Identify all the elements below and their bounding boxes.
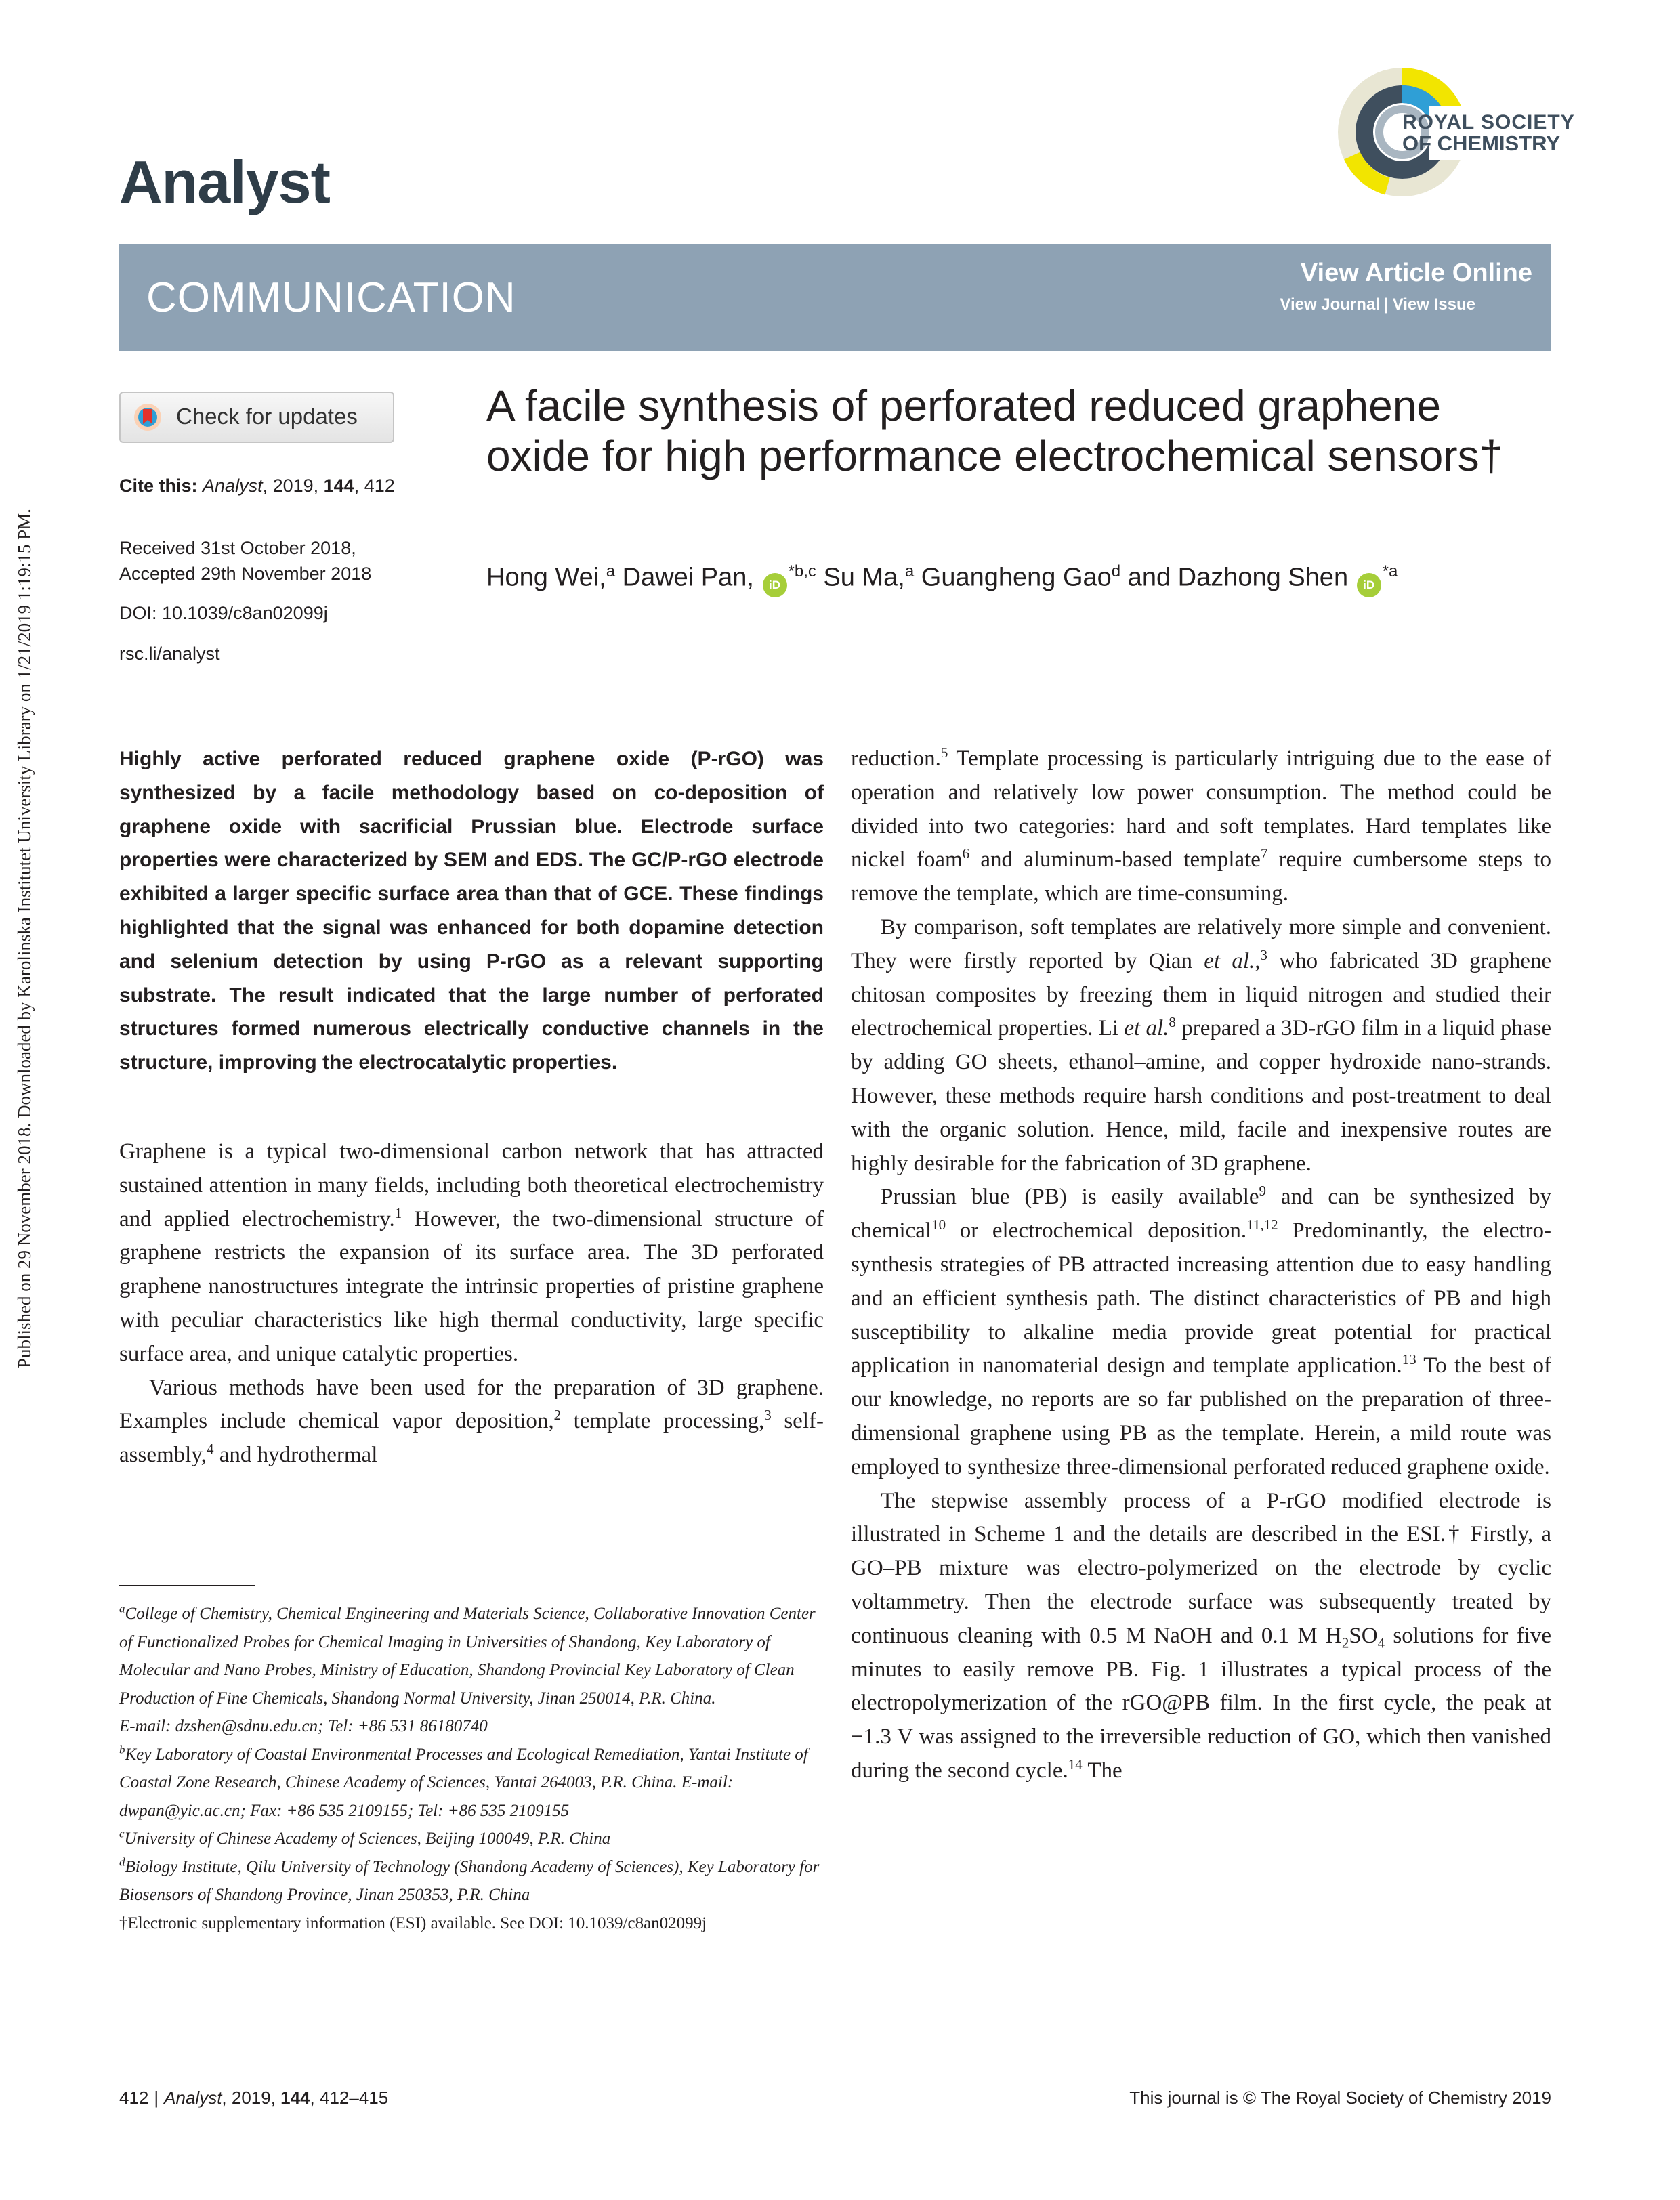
page-footer-citation [119, 2088, 388, 2109]
footnote-mark: d [119, 1855, 125, 1869]
body-text: Template processing is particularly intriguing due to the ease of operation and relatively low power consumption. The method could be divided into two categories: hard and soft templates. Hard templates like nickel foam [851, 746, 1551, 872]
body-text: However, the two-dimensional structure of graphene restricts the expansion of its surface area. The 3D perforated graphene nanostructures integrate the intrinsic properties of pristine graphene with peculiar characteristics like high thermal conductivity, large specific surface area, and unique catalytic properties. [119, 1206, 824, 1366]
view-journal-link[interactable]: View Journal [1280, 295, 1380, 314]
reference-link[interactable]: 1 [394, 1204, 402, 1221]
reference-link[interactable]: 4 [206, 1441, 214, 1458]
rsc-logo-line2: OF CHEMISTRY [1402, 131, 1561, 155]
body-text: prepared a 3D-rGO film in a liquid phase by adding GO sheets, ethanol–amine, and copper hydroxide nano-strands. However, these methods require harsh conditions and post-treatment to deal with the organic solution. Hence, mild, facile and inexpensive routes are highly desirable for the fabrication of 3D graphene. [851, 1016, 1551, 1176]
publication-stamp: Published on 29 November 2018. Downloaded by Karolinska Institutet University Library on 1/21/2019 1:19:15 PM. [14, 509, 35, 1368]
cite-volume: 144 [323, 475, 354, 496]
link-separator: | [1383, 295, 1389, 314]
copyright-notice: This journal is © The Royal Society of Chemistry 2019 [1129, 2088, 1551, 2108]
body-text: self-assembly, [119, 1409, 824, 1468]
footnote-a-email[interactable]: E-mail: dzshen@sdnu.edu.cn; Tel: +86 531 86180740 [119, 1717, 488, 1735]
footnote-b [119, 1741, 824, 1825]
affiliation-mark: a [904, 562, 915, 580]
body-text: , [1255, 948, 1261, 973]
body-text: Prussian blue (PB) is easily available [881, 1185, 1259, 1210]
et-al: et al. [1124, 1016, 1169, 1041]
body-paragraph [851, 1485, 1551, 1788]
section-banner [119, 244, 1551, 351]
body-text: and can be synthesized by chemical [851, 1185, 1551, 1244]
body-text: Various methods have been used for the preparation of 3D graphene. Examples include chemical vapor deposition, [119, 1375, 824, 1434]
affiliation-mark: d [1111, 562, 1121, 580]
affiliation-mark: *a [1382, 562, 1398, 580]
author-name[interactable]: Guangheng Gao [921, 563, 1112, 592]
orcid-icon[interactable]: iD [763, 573, 787, 597]
author-name[interactable]: Su Ma, [823, 563, 905, 592]
footnote-c [119, 1825, 824, 1853]
cite-journal: Analyst [203, 475, 263, 496]
esi-footnote[interactable]: †Electronic supplementary information (ESI) available. See DOI: 10.1039/c8an02099j [119, 1913, 707, 1932]
affiliation-mark: a [606, 562, 616, 580]
reference-link[interactable]: 5 [940, 744, 948, 761]
body-text: and aluminum-based template [969, 847, 1261, 872]
body-text: Graphene is a typical two-dimensional carbon network that has attracted sustained attention in many fields, including both theoretical electrochemistry and applied electrochemistry. [119, 1139, 824, 1231]
page-number: 412 [119, 2088, 149, 2108]
accepted-date: Accepted 29th November 2018 [119, 564, 372, 584]
footnote-mark: b [119, 1743, 125, 1756]
body-paragraph [119, 1372, 824, 1473]
body-paragraph [851, 911, 1551, 1181]
body-paragraph [851, 1181, 1551, 1484]
footer-pages: , 412–415 [310, 2088, 389, 2108]
footnote-text: University of Chinese Academy of Sciences, Beijing 100049, P.R. China [124, 1829, 611, 1848]
body-text: or electrochemical deposition. [946, 1219, 1247, 1244]
body-text: and hydrothermal [213, 1443, 378, 1468]
footnote-d [119, 1853, 824, 1909]
body-text: To the best of our knowledge, no reports are so far published on the preparation of three-dimensional graphene using PB as the template. Herein, a mild route was employed to synthesize three-dimensional perforated reduced graphene oxide. [851, 1353, 1551, 1479]
subscript: 2 [1341, 1634, 1349, 1651]
et-al: et al. [1204, 948, 1255, 973]
subscript: 4 [1377, 1634, 1385, 1651]
author-name[interactable]: Hong Wei, [486, 563, 606, 592]
reference-link[interactable]: 6 [962, 845, 970, 862]
footnote-mark: c [119, 1827, 125, 1840]
body-text: require cumbersome steps to remove the template, which are time-consuming. [851, 847, 1551, 906]
journal-title[interactable]: Analyst [119, 148, 330, 215]
cite-page: , 412 [354, 475, 395, 496]
footer-volume: 144 [280, 2088, 310, 2108]
footer-year: , 2019, [222, 2088, 281, 2108]
article-title: A facile synthesis of perforated reduced graphene oxide for high performance electrochemical sensors† [486, 381, 1504, 480]
check-for-updates-label: Check for updates [176, 404, 358, 429]
footnote-mark: a [119, 1602, 125, 1615]
body-text: By comparison, soft templates are relatively more simple and convenient. They were firstly reported by Qian [851, 914, 1551, 973]
affiliation-mark: *b,c [788, 562, 816, 580]
body-text: who fabricated 3D graphene chitosan composites by freezing them in liquid nitrogen and studied their electrochemical properties. Li [851, 948, 1551, 1041]
author-name[interactable]: Dawei Pan, [622, 563, 754, 592]
body-paragraph [851, 742, 1551, 911]
reference-link[interactable]: 10 [931, 1217, 946, 1233]
body-text: solutions for five minutes to easily remove PB. Fig. 1 illustrates a typical process of the electropolymerization of the rGO@PB film. In the first cycle, the peak at −1.3 V was assigned to the irreversible reduction of GO, which then vanished during the second cycle. [851, 1623, 1551, 1783]
article-type-label: COMMUNICATION [146, 274, 516, 321]
orcid-icon[interactable]: iD [1357, 573, 1381, 597]
body-paragraph [119, 1135, 824, 1372]
view-article-online-link[interactable]: View Article Online [1300, 259, 1532, 287]
footnote-divider [119, 1585, 255, 1586]
body-text: The stepwise assembly process of a P-rGO modified electrode is illustrated in Scheme 1 and the details are described in the ESI.† Firstly, a GO–PB mixture was electro-polymerized on the electrode by cyclic voltammetry. Then the electrode surface was subsequently treated by continuous cleaning with 0.5 M NaOH and 0.1 M H [851, 1488, 1551, 1648]
footnote-text: College of Chemistry, Chemical Engineering and Materials Science, Collaborative Innovation Center of Functionalized Probes for Chemical Imaging in Universities of Shandong, Key Laboratory of Molecular and Nano Probes, Ministry of Education, Shandong Provincial Key Laboratory of Clean Production of Fine Chemicals, Shandong Normal University, Jinan 250014, P.R. China. [119, 1605, 816, 1708]
view-links [1280, 295, 1475, 314]
reference-link[interactable]: 13 [1402, 1351, 1416, 1368]
affiliation-footnotes [119, 1600, 824, 1937]
reference-link[interactable]: 3 [1260, 946, 1268, 963]
cite-year: , 2019, [262, 475, 324, 496]
footer-journal: Analyst [164, 2088, 222, 2108]
reference-link[interactable]: 2 [553, 1407, 562, 1424]
bookmark-badge-icon [133, 402, 163, 432]
footnote-text: Key Laboratory of Coastal Environmental Processes and Ecological Remediation, Yantai Institute of Coastal Zone Research, Chinese Academy of Sciences, Yantai 264003, P.R. China. E-mail: dwpan@yic.ac.cn; Fax: +86 535 2109155; Tel: +86 535 2109155 [119, 1745, 808, 1820]
doi[interactable]: DOI: 10.1039/c8an02099j [119, 603, 328, 623]
reference-link[interactable]: 3 [764, 1407, 772, 1424]
body-text: Predominantly, the electro-synthesis strategies of PB attracted increasing attention due to easy handling and an efficient synthesis path. The distinct characteristics of PB and high susceptibility to alkaline media provide great potential for practical application in nanomaterial design and template application. [851, 1219, 1551, 1378]
received-date: Received 31st October 2018, [119, 538, 356, 558]
cite-label: Cite this: [119, 475, 198, 496]
author-name[interactable]: and Dazhong Shen [1127, 563, 1349, 592]
check-for-updates-button[interactable] [119, 392, 394, 443]
citation [119, 473, 395, 499]
footer-separator: | [154, 2088, 159, 2108]
reference-link[interactable]: 11,12 [1246, 1217, 1278, 1233]
body-text: template processing, [561, 1409, 765, 1434]
abstract: Highly active perforated reduced graphene oxide (P-rGO) was synthesized by a facile methodology based on co-deposition of graphene oxide with sacrificial Prussian blue. Electrode surface properties were characterized by SEM and EDS. The GC/P-rGO electrode exhibited a larger specific surface area than that of GCE. These findings highlighted that the signal was enhanced for both dopamine detection and selenium detection by using P-rGO as a relevant supporting substrate. The result indicated that the large number of perforated structures formed numerous electrically conductive channels in the structure, improving the electrocatalytic properties. [119, 748, 824, 1074]
footnote-a [119, 1600, 824, 1712]
reference-link[interactable]: 7 [1260, 845, 1268, 862]
body-text: The [1082, 1758, 1122, 1783]
view-issue-link[interactable]: View Issue [1392, 295, 1475, 314]
reference-link[interactable]: 14 [1068, 1756, 1083, 1773]
body-right-column [851, 742, 1551, 1788]
author-list [486, 562, 1543, 597]
body-left-column [119, 1135, 824, 1473]
journal-short-link[interactable]: rsc.li/analyst [119, 643, 220, 664]
body-text: reduction. [851, 746, 941, 771]
body-text: SO [1349, 1623, 1378, 1648]
reference-link[interactable]: 9 [1259, 1183, 1267, 1200]
reference-link[interactable]: 8 [1169, 1014, 1176, 1031]
footnote-text: Biology Institute, Qilu University of Technology (Shandong Academy of Sciences), Key Laboratory for Biosensors of Shandong Province, Jinan 250353, P.R. China [119, 1857, 820, 1904]
rsc-logo-line1: ROYAL SOCIETY [1402, 111, 1575, 133]
